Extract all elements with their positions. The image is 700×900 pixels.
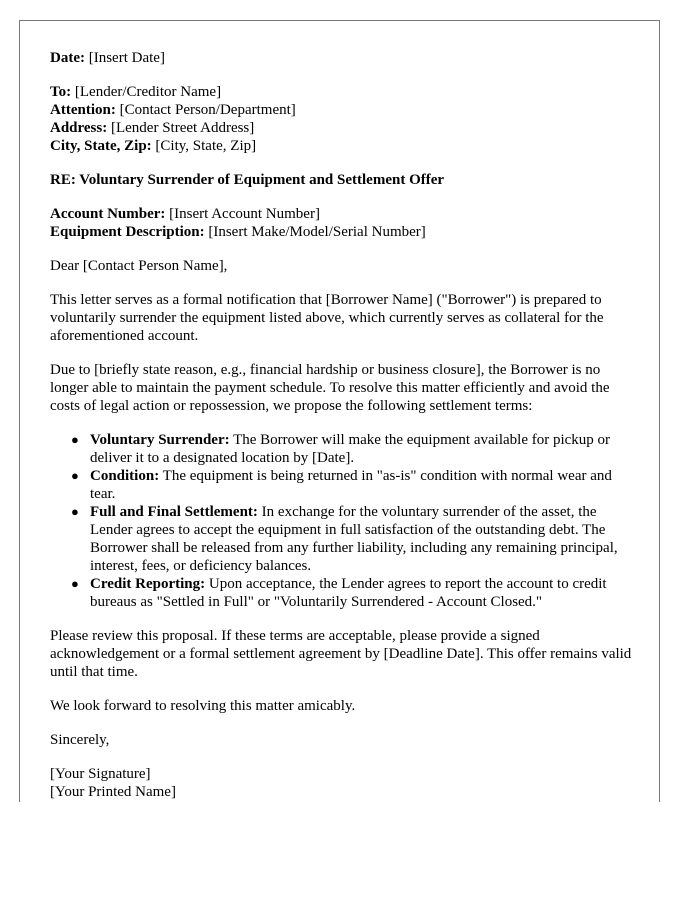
- address-line: [50, 119, 640, 137]
- city-line: [50, 137, 640, 155]
- paragraph-closing-remark: We look forward to resolving this matter amicably.: [50, 698, 356, 714]
- term-text: In exchange for the voluntary surrender of the asset, the Lender agrees to accept the equipment in full satisfaction of the outstanding debt. The Borrower shall be released from any further liability, including any remaining principal, interest, fees, or deficiency balances.: [90, 504, 618, 574]
- date-line: [50, 49, 640, 67]
- signature-block: [50, 765, 640, 801]
- settlement-terms-list: [50, 431, 640, 611]
- list-item: [71, 503, 640, 575]
- equipment-line: [50, 223, 640, 241]
- paragraph-reason: Due to [briefly state reason, e.g., financial hardship or business closure], the Borrower is no longer able to maintain the payment schedule. To resolve this matter efficiently and avoid the costs of legal action or repossession, we propose the following settlement terms:: [50, 362, 610, 414]
- attention-label: Attention:: [50, 102, 116, 118]
- to-label: To:: [50, 84, 72, 100]
- term-title: Full and Final Settlement:: [90, 504, 258, 520]
- closing: Sincerely,: [50, 732, 110, 748]
- recipient-block: [50, 83, 640, 155]
- paragraph-notification: This letter serves as a formal notification that [Borrower Name] ("Borrower") is prepared to voluntarily surrender the equipment listed above, which currently serves as collateral for the aforementioned account.: [50, 292, 604, 344]
- paragraph-review: Please review this proposal. If these terms are acceptable, please provide a signed acknowledgement or a formal settlement agreement by [Deadline Date]. This offer remains valid until that time.: [50, 628, 632, 680]
- subject-line: [50, 171, 640, 189]
- term-title: Voluntary Surrender:: [90, 432, 230, 448]
- equipment-label: Equipment Description:: [50, 224, 205, 240]
- account-block: [50, 205, 640, 241]
- account-label: Account Number:: [50, 206, 166, 222]
- list-item: [71, 467, 640, 503]
- term-title: Condition:: [90, 468, 160, 484]
- equipment-value: [Insert Make/Model/Serial Number]: [208, 224, 426, 240]
- city-value: [City, State, Zip]: [155, 138, 257, 154]
- bullet-icon: ●: [71, 432, 79, 447]
- term-title: Credit Reporting:: [90, 576, 206, 592]
- city-label: City, State, Zip:: [50, 138, 152, 154]
- account-line: [50, 205, 640, 223]
- salutation: Dear [Contact Person Name],: [50, 258, 228, 274]
- address-value: [Lender Street Address]: [110, 120, 255, 136]
- attention-value: [Contact Person/Department]: [119, 102, 296, 118]
- term-text: The Borrower will make the equipment available for pickup or deliver it to a designated location by [Date].: [90, 432, 611, 466]
- subject-text: RE: Voluntary Surrender of Equipment and Settlement Offer: [50, 172, 445, 188]
- term-text: The equipment is being returned in "as-is" condition with normal wear and tear.: [90, 468, 612, 502]
- to-value: [Lender/Creditor Name]: [74, 84, 222, 100]
- letter-page: [19, 20, 660, 802]
- list-item: [71, 575, 640, 611]
- list-item: [71, 431, 640, 467]
- letter-body: [50, 49, 640, 801]
- date-label: Date:: [50, 50, 85, 66]
- account-value: [Insert Account Number]: [169, 206, 320, 222]
- signature-line: [Your Signature]: [50, 766, 151, 782]
- date-value: [Insert Date]: [88, 50, 165, 66]
- address-label: Address:: [50, 120, 108, 136]
- term-text: Upon acceptance, the Lender agrees to report the account to credit bureaus as "Settled in Full" or "Voluntarily Surrendered - Account Closed.": [90, 576, 607, 610]
- to-line: [50, 83, 640, 101]
- printed-name-line: [Your Printed Name]: [50, 784, 176, 800]
- bullet-icon: ●: [71, 468, 79, 483]
- bullet-icon: ●: [71, 504, 79, 519]
- attention-line: [50, 101, 640, 119]
- bullet-icon: ●: [71, 576, 79, 591]
